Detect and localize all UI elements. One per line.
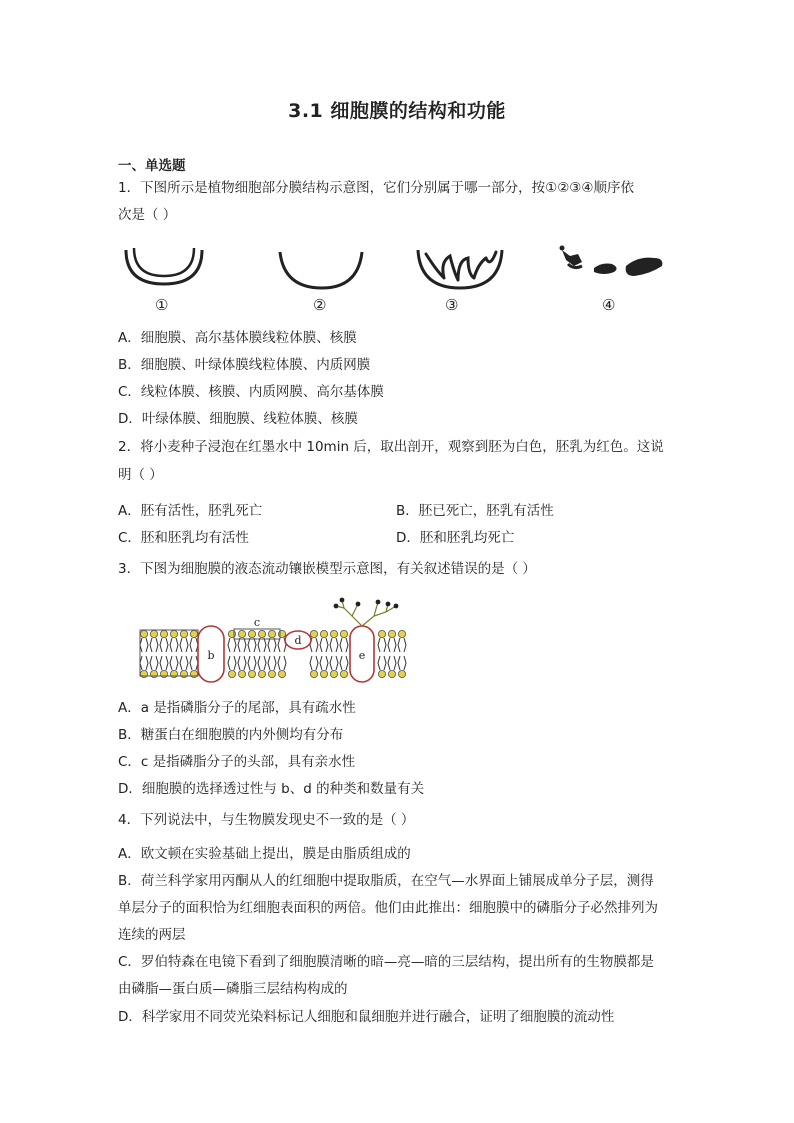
phospholipid-head bbox=[140, 630, 147, 637]
q3-option-a: A．a 是指磷脂分子的尾部，具有疏水性 bbox=[118, 700, 356, 716]
q4-option-a: A．欧文顿在实验基础上提出，膜是由脂质组成的 bbox=[118, 846, 411, 862]
q2-option-c: C．胚和胚乳均有活性 bbox=[118, 530, 249, 546]
phospholipid-tail bbox=[388, 638, 396, 652]
q2-stem-line1: 2．将小麦种子浸泡在红墨水中 10min 后，取出剖开，观察到胚为白色，胚乳为红色。这说 bbox=[118, 439, 664, 455]
phospholipid-tail bbox=[170, 638, 178, 652]
phospholipid-head bbox=[238, 670, 245, 677]
q2-option-a: A．胚有活性，胚乳死亡 bbox=[118, 503, 263, 519]
phospholipid-tail bbox=[160, 638, 168, 652]
phospholipid-head bbox=[170, 630, 177, 637]
phospholipid-head bbox=[150, 630, 157, 637]
phospholipid-head bbox=[190, 630, 197, 637]
phospholipid-tail bbox=[398, 638, 406, 652]
q3-option-c: C．c 是指磷脂分子的头部，具有亲水性 bbox=[118, 754, 356, 770]
phospholipid-head bbox=[278, 670, 285, 677]
label-b: b bbox=[207, 649, 215, 662]
phospholipid-tail bbox=[378, 638, 386, 652]
q1-option-d: D．叶绿体膜、细胞膜、线粒体膜、核膜 bbox=[118, 411, 358, 427]
phospholipid-tail bbox=[258, 638, 266, 652]
phospholipid-head bbox=[398, 670, 405, 677]
phospholipid-head bbox=[320, 630, 327, 637]
phospholipid-head bbox=[140, 670, 147, 677]
q3-option-b: B．糖蛋白在细胞膜的内外侧均有分布 bbox=[118, 727, 344, 743]
phospholipid-tail bbox=[140, 656, 148, 670]
phospholipid-tail bbox=[378, 656, 386, 670]
phospholipid-head bbox=[278, 630, 285, 637]
phospholipid-head bbox=[190, 670, 197, 677]
phospholipid-tail bbox=[150, 638, 158, 652]
phospholipid-head bbox=[180, 630, 187, 637]
phospholipid-head bbox=[228, 630, 235, 637]
section-heading: 一、单选题 bbox=[118, 158, 186, 174]
q4-option-b-line2: 单层分子的面积恰为红细胞表面积的两倍。他们由此推出：细胞膜中的磷脂分子必然排列为 bbox=[118, 900, 658, 916]
phospholipid-tail bbox=[310, 656, 318, 670]
phospholipid-tail bbox=[340, 638, 348, 652]
phospholipid-tail bbox=[228, 656, 236, 670]
phospholipid-tail bbox=[258, 656, 266, 670]
highlight-box-a bbox=[140, 630, 198, 676]
label-e: e bbox=[358, 649, 366, 662]
q1-option-b: B．细胞膜、叶绿体膜线粒体膜、内质网膜 bbox=[118, 357, 371, 373]
phospholipid-head bbox=[258, 670, 265, 677]
phospholipid-tail bbox=[320, 656, 328, 670]
phospholipid-tail bbox=[150, 656, 158, 670]
phospholipid-tail bbox=[278, 656, 286, 670]
q4-option-b-line1: B．荷兰科学家用丙酮从人的红细胞中提取脂质，在空气—水界面上铺展成单分子层，测得 bbox=[118, 873, 654, 889]
label-c: c bbox=[253, 616, 261, 629]
page-title: 3.1 细胞膜的结构和功能 bbox=[288, 100, 506, 122]
q2-stem-line2: 明（ ） bbox=[118, 467, 163, 483]
q4-option-c-line2: 由磷脂—蛋白质—磷脂三层结构构成的 bbox=[118, 981, 348, 997]
phospholipid-head bbox=[388, 630, 395, 637]
phospholipid-head bbox=[160, 630, 167, 637]
phospholipid-head bbox=[268, 630, 275, 637]
q4-option-c-line1: C．罗伯特森在电镜下看到了细胞膜清晰的暗—亮—暗的三层结构，提出所有的生物膜都是 bbox=[118, 954, 654, 970]
phospholipid-head bbox=[258, 630, 265, 637]
q1-fig-label-1: ① bbox=[155, 296, 169, 314]
q1-option-c: C．线粒体膜、核膜、内质网膜、高尔基体膜 bbox=[118, 384, 384, 400]
q2-option-b: B．胚已死亡，胚乳有活性 bbox=[396, 503, 554, 519]
phospholipid-tail bbox=[248, 656, 256, 670]
phospholipid-head bbox=[228, 670, 235, 677]
phospholipid-head bbox=[398, 630, 405, 637]
q1-stem-line1: 1．下图所示是植物细胞部分膜结构示意图，它们分别属于哪一部分，按①②③④顺序依 bbox=[118, 180, 634, 196]
q3-fluid-mosaic-figure bbox=[118, 596, 418, 686]
phospholipid-head bbox=[180, 670, 187, 677]
phospholipid-tail bbox=[140, 638, 148, 652]
phospholipid-head bbox=[330, 630, 337, 637]
phospholipid-head bbox=[388, 670, 395, 677]
phospholipid-head bbox=[248, 670, 255, 677]
phospholipid-tail bbox=[330, 638, 338, 652]
q1-fig-label-2: ② bbox=[313, 296, 327, 314]
membrane-1-double bbox=[126, 248, 202, 284]
phospholipid-head bbox=[320, 670, 327, 677]
phospholipid-head bbox=[378, 630, 385, 637]
label-d: d bbox=[294, 634, 302, 647]
phospholipid-head bbox=[170, 670, 177, 677]
phospholipid-head bbox=[378, 670, 385, 677]
phospholipid-tail bbox=[190, 638, 198, 652]
phospholipid-head bbox=[268, 670, 275, 677]
q1-option-a: A．细胞膜、高尔基体膜线粒体膜、核膜 bbox=[118, 330, 357, 346]
phospholipid-tail bbox=[228, 638, 236, 652]
phospholipid-head bbox=[238, 630, 245, 637]
phospholipid-tail bbox=[180, 638, 188, 652]
q1-fig-label-4: ④ bbox=[602, 296, 616, 314]
q1-fig-label-3: ③ bbox=[445, 296, 459, 314]
phospholipid-head bbox=[160, 670, 167, 677]
membrane-3-cristae bbox=[418, 250, 502, 288]
q1-membrane-figure bbox=[118, 236, 678, 318]
phospholipid-tail bbox=[330, 656, 338, 670]
phospholipid-tail bbox=[388, 656, 396, 670]
phospholipid-tail bbox=[170, 656, 178, 670]
phospholipid-tail bbox=[238, 656, 246, 670]
phospholipid-tail bbox=[248, 638, 256, 652]
phospholipid-head bbox=[330, 670, 337, 677]
phospholipid-head bbox=[150, 670, 157, 677]
phospholipid-head bbox=[310, 630, 317, 637]
phospholipid-tail bbox=[160, 656, 168, 670]
phospholipid-tail bbox=[268, 656, 276, 670]
q3-stem: 3．下图为细胞膜的液态流动镶嵌模型示意图，有关叙述错误的是（ ） bbox=[118, 561, 536, 577]
phospholipid-head bbox=[310, 670, 317, 677]
q1-stem-line2: 次是（ ） bbox=[118, 207, 177, 223]
phospholipid-head bbox=[340, 630, 347, 637]
phospholipid-head bbox=[340, 670, 347, 677]
phospholipid-tail bbox=[238, 638, 246, 652]
q2-option-d: D．胚和胚乳均死亡 bbox=[396, 530, 515, 546]
phospholipid-tail bbox=[268, 638, 276, 652]
membrane-2-single bbox=[280, 252, 362, 288]
q3-option-d: D．细胞膜的选择透过性与 b、d 的种类和数量有关 bbox=[118, 781, 425, 797]
q4-stem: 4．下列说法中，与生物膜发现史不一致的是（ ） bbox=[118, 812, 415, 828]
phospholipid-tail bbox=[190, 656, 198, 670]
q4-option-d: D．科学家用不同荧光染料标记人细胞和鼠细胞并进行融合，证明了细胞膜的流动性 bbox=[118, 1009, 615, 1025]
phospholipid-tail bbox=[180, 656, 188, 670]
q4-option-b-line3: 连续的两层 bbox=[118, 927, 186, 943]
phospholipid-head bbox=[248, 630, 255, 637]
phospholipid-tail bbox=[398, 656, 406, 670]
membrane-4-nuclear-envelope bbox=[560, 246, 663, 277]
phospholipid-tail bbox=[340, 656, 348, 670]
phospholipid-tail bbox=[320, 638, 328, 652]
